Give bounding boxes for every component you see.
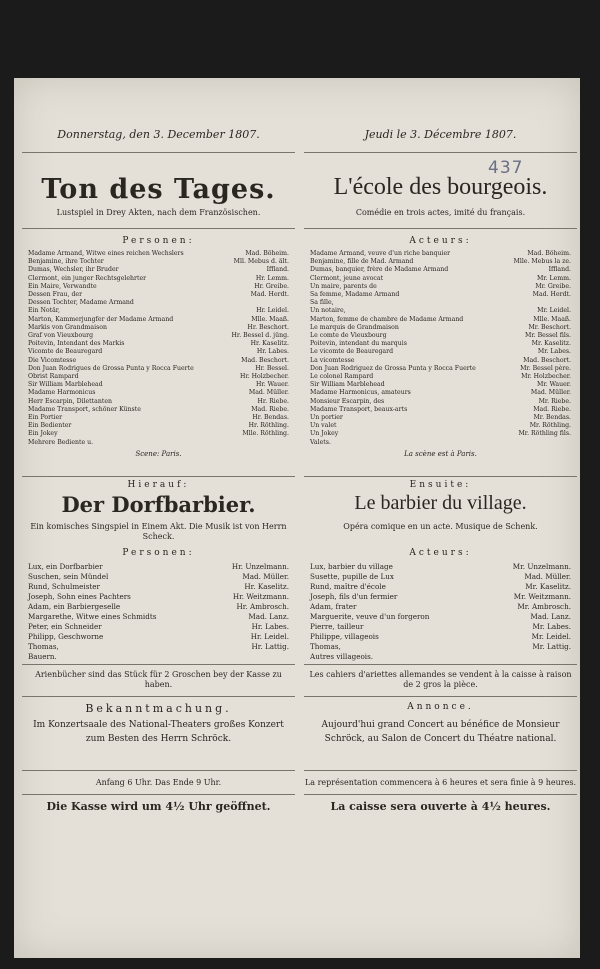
- french-times: La représentation commencera à 6 heures et sera finie à 9 heures.: [304, 778, 576, 787]
- cast-row: [310, 348, 571, 356]
- divider: [22, 794, 295, 795]
- cast-role: Dessen Tochter, Madame Armand: [28, 299, 134, 307]
- cast-role: Le comte de Vieuxbourg: [310, 332, 387, 340]
- cast-row: [28, 592, 289, 602]
- cast-role: Un notaire,: [310, 307, 346, 315]
- cast-role: Markis von Grandmaison: [28, 323, 107, 331]
- cast-role: Adam, frater: [310, 602, 357, 611]
- cast-role: Susette, pupille de Lux: [310, 572, 394, 581]
- cast-role: Madame Transport, beaux-arts: [310, 405, 408, 413]
- cast-role: Dessen Frau, der: [28, 291, 83, 299]
- cast-row: [310, 332, 571, 340]
- cast-role: Lux, barbier du village: [310, 562, 393, 571]
- cast-role: Peter, ein Schneider: [28, 622, 102, 631]
- cast-role: Le vicomte de Beauregard: [310, 348, 394, 356]
- cast-actor: Mr. Ambrosch.: [517, 602, 571, 611]
- cast-actor: [285, 439, 289, 447]
- cast-row: [28, 406, 289, 414]
- cast-actor: Mad. Böheim.: [527, 250, 571, 257]
- cast-row: [28, 340, 289, 348]
- cast-row: [28, 582, 289, 592]
- french-title2: Le barbier du village.: [354, 492, 527, 514]
- cast-role: Lux, ein Dorfbarbier: [28, 562, 103, 571]
- french-scene: La scène est à Paris.: [404, 450, 477, 458]
- cast-row: [310, 572, 571, 582]
- cast-actor: Mll. Mebus d. ält.: [233, 258, 289, 266]
- french-title: L'école des bourgeois.: [333, 174, 548, 200]
- cast-role: Ein Maire, Verwandte: [28, 282, 97, 290]
- cast-actor: Mr. Bessel fils.: [525, 332, 571, 340]
- cast-row: [28, 430, 289, 438]
- cast-actor: Iffland.: [266, 266, 289, 274]
- german-announce-header: Bekanntmachung.: [85, 702, 232, 715]
- cast-role: Ein Portier: [28, 414, 63, 422]
- cast-row: [310, 357, 571, 365]
- cast-role: Benjamine, fille de Mad. Armand: [310, 258, 414, 266]
- cast-row: [310, 398, 571, 406]
- cast-actor: Hr. Greibe.: [254, 282, 289, 290]
- french-arietten: Les cahiers d'ariettes allemandes se vendent à la caisse à raison de 2 gros la pièce.: [309, 670, 572, 689]
- cast-row: [28, 332, 289, 340]
- cast-row: [28, 562, 289, 572]
- cast-row: [310, 316, 571, 324]
- cast-role: Graf von Vieuxbourg: [28, 332, 94, 340]
- cast-actor: Mr. Labes.: [532, 622, 571, 631]
- cast-role: Dumas, banquier, frère de Madame Armand: [310, 266, 449, 274]
- cast-actor: Mad. Riebe.: [533, 405, 571, 413]
- cast-actor: Hr. Leidel.: [256, 307, 289, 315]
- german-cast2-header: Personen:: [122, 548, 195, 558]
- cast-actor: Hr. Labes.: [251, 622, 289, 631]
- cast-row: [28, 348, 289, 356]
- french-cast2-header: Acteurs:: [409, 548, 472, 558]
- cast-row: [28, 612, 289, 622]
- cast-row: [310, 365, 571, 373]
- cast-role: Un Jokey: [310, 430, 339, 438]
- cast-role: Madame Harmonicus: [28, 389, 96, 397]
- cast-role: La vicomtesse: [310, 356, 355, 364]
- cast-role: Sa femme, Madame Armand: [310, 291, 400, 299]
- cast-role: Adam, ein Barbiergeselle: [28, 602, 121, 611]
- german-times: Anfang 6 Uhr. Das Ende 9 Uhr.: [95, 778, 222, 787]
- cast-role: Pierre, tailleur: [310, 622, 364, 631]
- cast-actor: Mlle. Maaß.: [533, 315, 571, 323]
- cast-role: Benjamine, ihre Tochter: [28, 258, 104, 266]
- cast-actor: Mad. Riebe.: [251, 405, 289, 413]
- german-cast-header: Personen:: [122, 236, 195, 246]
- cast-row: [28, 250, 289, 258]
- cast-row: [310, 275, 571, 283]
- divider: [22, 664, 295, 665]
- cast-row: [310, 299, 571, 307]
- catalog-number: 437: [488, 158, 524, 178]
- cast-role: Autres villageois.: [310, 652, 374, 661]
- cast-role: Philippe, villageois: [310, 632, 379, 641]
- cast-row: [28, 381, 289, 389]
- cast-actor: Mr. Lemm.: [536, 274, 571, 282]
- cast-row: [310, 307, 571, 315]
- cast-actor: Mr. Unzelmann.: [512, 562, 571, 571]
- divider: [304, 770, 577, 771]
- cast-role: Valets.: [310, 438, 331, 446]
- cast-row: [310, 430, 571, 438]
- cast-row: [28, 283, 289, 291]
- cast-row: [310, 291, 571, 299]
- cast-row: [310, 389, 571, 397]
- german-title: Ton des Tages.: [41, 174, 276, 205]
- french-after-header: Ensuite:: [409, 480, 472, 490]
- german-title2: Der Dorfbarbier.: [61, 492, 256, 517]
- cast-role: Le colonel Rampard: [310, 373, 374, 381]
- cast-row: [310, 373, 571, 381]
- cast-actor: Mr. Beschort.: [528, 323, 571, 331]
- cast-actor: Hr. Leidel.: [250, 632, 289, 641]
- cast-row: [28, 275, 289, 283]
- cast-actor: Mr. Lattig.: [532, 642, 571, 651]
- cast-role: Poitevin, intendant du marquis: [310, 340, 407, 348]
- cast-actor: Hr. Bessel.: [255, 364, 289, 372]
- cast-row: [310, 582, 571, 592]
- cast-role: Dumas, Wechsler, ihr Bruder: [28, 266, 119, 274]
- cast-actor: Mr. Leidel.: [531, 632, 571, 641]
- french-subtitle: Comédie en trois actes, imité du français.: [355, 208, 526, 217]
- cast-actor: Mad. Lanz.: [248, 612, 289, 621]
- cast-role: Bauern.: [28, 652, 57, 661]
- cast-row: [310, 258, 571, 266]
- german-cast2-list: [28, 562, 289, 662]
- cast-row: [28, 572, 289, 582]
- cast-actor: Mr. Kaselitz.: [531, 340, 571, 348]
- cast-actor: Mr. Labes.: [537, 348, 571, 356]
- cast-actor: Mad. Herdt.: [532, 291, 571, 299]
- cast-role: Madame Armand, veuve d'un riche banquier: [310, 250, 451, 257]
- cast-role: Poitevin, Intendant des Markis: [28, 340, 125, 348]
- cast-actor: Hr. Kaselitz.: [244, 582, 289, 591]
- cast-actor: Mr. Weitzmann.: [513, 592, 571, 601]
- cast-row: [28, 389, 289, 397]
- divider: [304, 794, 577, 795]
- german-scene: Scene: Paris.: [135, 450, 182, 458]
- cast-actor: Hr. Riebe.: [257, 397, 289, 405]
- cast-row: [28, 357, 289, 365]
- cast-row: [310, 562, 571, 572]
- french-doors: La caisse sera ouverte à 4½ heures.: [330, 800, 551, 813]
- cast-role: Herr Escarpin, Dilettanten: [28, 397, 112, 405]
- cast-row: [310, 381, 571, 389]
- cast-actor: [285, 652, 289, 662]
- divider: [22, 770, 295, 771]
- cast-role: Don Juan Rodriguez de Grossa Punta y Rocca Fuerte: [310, 364, 476, 372]
- cast-actor: Mad. Beschort.: [523, 356, 571, 364]
- cast-row: [310, 414, 571, 422]
- cast-row: [310, 652, 571, 662]
- cast-row: [310, 340, 571, 348]
- cast-actor: Hr. Ambrosch.: [236, 602, 289, 611]
- cast-actor: Hr. Bendas.: [252, 414, 289, 422]
- cast-row: [28, 258, 289, 266]
- cast-actor: Mlle. Maaß.: [251, 315, 289, 323]
- cast-row: [310, 439, 571, 447]
- cast-role: Un valet: [310, 422, 337, 430]
- cast-row: [310, 632, 571, 642]
- german-cast-list: [28, 250, 289, 447]
- cast-actor: Mlle. Röthling.: [242, 430, 289, 438]
- cast-row: [28, 365, 289, 373]
- cast-actor: Mr. Riebe.: [538, 397, 571, 405]
- cast-actor: Hr. Beschort.: [247, 323, 289, 331]
- cast-actor: Mlle. Mebus la ze.: [513, 258, 571, 266]
- cast-row: [28, 622, 289, 632]
- cast-role: Sa fille,: [310, 299, 334, 307]
- cast-row: [310, 642, 571, 652]
- cast-role: Ein Bedienter: [28, 422, 72, 430]
- german-date: Donnerstag, den 3. December 1807.: [57, 128, 260, 141]
- cast-row: [310, 324, 571, 332]
- cast-row: [310, 266, 571, 274]
- divider: [304, 696, 577, 697]
- cast-role: Madame Transport, schöner Künste: [28, 405, 141, 413]
- german-subtitle: Lustspiel in Drey Akten, nach dem Französischen.: [56, 208, 261, 217]
- cast-actor: Mr. Holzbecher.: [521, 373, 571, 381]
- cast-role: Ein Notär,: [28, 307, 61, 315]
- divider: [22, 696, 295, 697]
- cast-actor: Mad. Müller.: [530, 389, 571, 397]
- cast-row: [310, 250, 571, 258]
- divider: [304, 152, 577, 153]
- cast-row: [28, 602, 289, 612]
- cast-row: [28, 398, 289, 406]
- cast-role: Joseph, fils d'un fermier: [310, 592, 398, 601]
- cast-row: [310, 602, 571, 612]
- cast-role: Clermont, jeune avocat: [310, 274, 384, 282]
- cast-role: Don Juan Rodrigues de Grossa Punta y Rocca Fuerte: [28, 364, 194, 372]
- cast-role: Madame Armand, Witwe eines reichen Wechslers: [28, 250, 184, 257]
- cast-actor: Mr. Bendas.: [533, 414, 571, 422]
- german-announce: Im Konzertsaale des National-Theaters großes Konzert zum Besten des Herrn Schröck.: [33, 720, 284, 744]
- cast-actor: Mad. Müller.: [524, 572, 571, 581]
- cast-actor: [285, 299, 289, 307]
- playbill-sheet: [14, 78, 580, 958]
- cast-actor: Hr. Weitzmann.: [232, 592, 289, 601]
- cast-row: [28, 373, 289, 381]
- cast-actor: Mr. Leidel.: [537, 307, 571, 315]
- cast-role: Suschen, sein Mündel: [28, 572, 109, 581]
- cast-role: Thomas,: [310, 642, 341, 651]
- cast-role: Un maire, parents de: [310, 282, 377, 290]
- cast-row: [310, 283, 571, 291]
- cast-row: [310, 592, 571, 602]
- cast-role: Thomas,: [28, 642, 59, 651]
- cast-row: [310, 406, 571, 414]
- cast-row: [310, 622, 571, 632]
- cast-actor: Hr. Röthling.: [248, 422, 289, 430]
- french-subtitle2: Opéra comique en un acte. Musique de Schenk.: [343, 522, 538, 531]
- french-date: Jeudi le 3. Décembre 1807.: [364, 128, 517, 141]
- cast-actor: Mr. Röthling.: [529, 422, 571, 430]
- german-after-header: Hierauf:: [127, 480, 190, 490]
- cast-role: Mehrere Bediente u.: [28, 438, 94, 446]
- cast-actor: Hr. Kaselitz.: [250, 340, 289, 348]
- cast-role: Ein Jokey: [28, 430, 58, 438]
- divider: [22, 476, 295, 477]
- cast-actor: Mad. Lanz.: [530, 612, 571, 621]
- cast-actor: Iffland.: [548, 266, 571, 274]
- french-announce: Aujourd'hui grand Concert au bénéfice de Monsieur Schröck, au Salon de Concert du Théatre national.: [321, 720, 560, 744]
- cast-actor: Hr. Unzelmann.: [231, 562, 289, 571]
- cast-actor: [567, 299, 571, 307]
- divider: [22, 228, 295, 229]
- cast-row: [28, 324, 289, 332]
- cast-actor: Hr. Holzbecher.: [240, 373, 289, 381]
- cast-actor: Hr. Bessel d. jüng.: [231, 332, 289, 340]
- cast-actor: Mr. Wauer.: [537, 381, 571, 389]
- cast-actor: Mad. Herdt.: [250, 291, 289, 299]
- cast-role: Rund, maître d'école: [310, 582, 386, 591]
- cast-row: [28, 642, 289, 652]
- french-cast2-list: [310, 562, 571, 662]
- cast-role: Marton, Kammerjungfer der Madame Armand: [28, 315, 174, 323]
- cast-actor: Mad. Böheim.: [245, 250, 289, 257]
- french-cast-list: [310, 250, 571, 447]
- german-subtitle2: Ein komisches Singspiel in Einem Akt. Die Musik ist von Herrn Scheck.: [30, 522, 287, 541]
- cast-role: Joseph, Sohn eines Pachters: [28, 592, 131, 601]
- cast-actor: Mr. Greibe.: [535, 282, 571, 290]
- cast-actor: Hr. Lattig.: [251, 642, 289, 651]
- cast-row: [28, 652, 289, 662]
- cast-role: Margarethe, Witwe eines Schmidts: [28, 612, 157, 621]
- cast-actor: Mad. Beschort.: [241, 356, 289, 364]
- divider: [304, 664, 577, 665]
- cast-role: Un portier: [310, 414, 343, 422]
- cast-row: [28, 291, 289, 299]
- cast-role: Monsieur Escarpin, des: [310, 397, 385, 405]
- cast-role: Philipp, Geschworne: [28, 632, 104, 641]
- cast-row: [28, 299, 289, 307]
- cast-role: Marton, femme de chambre de Madame Armand: [310, 315, 464, 323]
- cast-row: [28, 316, 289, 324]
- cast-actor: Mr. Bessel père.: [520, 364, 571, 372]
- cast-actor: Mad. Müller.: [248, 389, 289, 397]
- cast-actor: Mad. Müller.: [242, 572, 289, 581]
- cast-role: Obrist Rampard: [28, 373, 79, 381]
- cast-row: [28, 266, 289, 274]
- cast-row: [28, 439, 289, 447]
- divider: [304, 228, 577, 229]
- cast-actor: Mr. Kaselitz.: [525, 582, 571, 591]
- cast-role: Sir William Marblehead: [28, 381, 103, 389]
- german-arietten: Arienbücher sind das Stück für 2 Groschen bey der Kasse zu haben.: [35, 670, 282, 689]
- cast-actor: Hr. Wauer.: [255, 381, 289, 389]
- french-announce-header: Annonce.: [407, 702, 474, 712]
- divider: [304, 476, 577, 477]
- cast-actor: Hr. Lemm.: [255, 274, 289, 282]
- cast-row: [310, 612, 571, 622]
- cast-row: [310, 422, 571, 430]
- cast-actor: Hr. Labes.: [256, 348, 289, 356]
- cast-role: Marguerite, veuve d'un forgeron: [310, 612, 430, 621]
- cast-actor: Mr. Röthling fils.: [518, 430, 571, 438]
- cast-actor: [567, 652, 571, 662]
- cast-row: [28, 414, 289, 422]
- cast-role: Rund, Schulmeister: [28, 582, 100, 591]
- cast-actor: [567, 439, 571, 447]
- cast-role: Le marquis de Grandmaison: [310, 323, 399, 331]
- cast-role: Vicomte de Beauregard: [28, 348, 103, 356]
- cast-role: Die Vicomtesse: [28, 356, 77, 364]
- cast-role: Madame Harmonicus, amateurs: [310, 389, 411, 397]
- divider: [22, 152, 295, 153]
- cast-row: [28, 632, 289, 642]
- french-cast-header: Acteurs:: [409, 236, 472, 246]
- cast-role: Clermont, ein junger Rechtsgelehrter: [28, 274, 147, 282]
- cast-row: [28, 307, 289, 315]
- cast-row: [28, 422, 289, 430]
- cast-role: Sir William Marblehead: [310, 381, 385, 389]
- german-doors: Die Kasse wird um 4½ Uhr geöffnet.: [46, 800, 271, 813]
